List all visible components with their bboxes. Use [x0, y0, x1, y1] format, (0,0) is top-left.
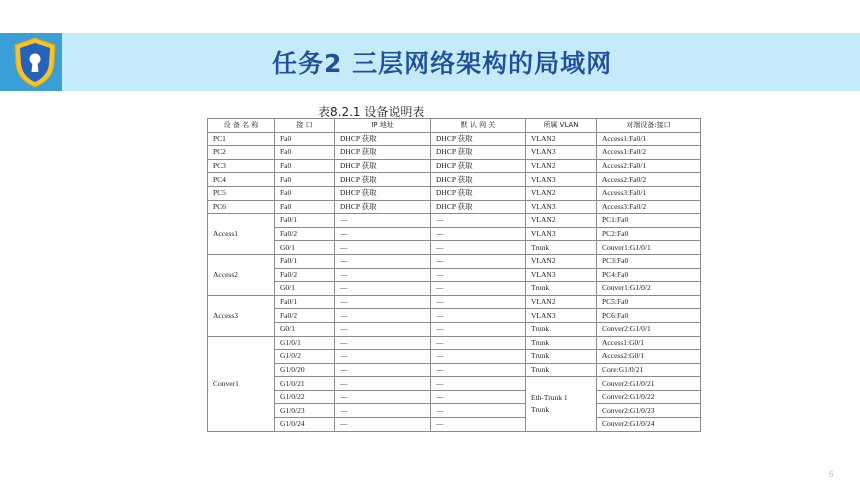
cell-port: G1/0/21: [275, 377, 335, 391]
cell-device: PC6: [208, 200, 275, 214]
cell-gateway: —: [431, 336, 526, 350]
cell-vlan: VLAN2: [526, 132, 597, 146]
header-port: 接 口: [275, 119, 335, 133]
cell-peer: Conver2:G1/0/24: [597, 418, 701, 432]
cell-device: PC5: [208, 186, 275, 200]
cell-peer: Conver1:G1/0/2: [597, 282, 701, 296]
table-row: [208, 322, 701, 336]
cell-ip: —: [335, 418, 431, 432]
table-row: [208, 350, 701, 364]
eth-trunk-label: Eth-Trunk 1: [531, 392, 568, 402]
table-row: [208, 377, 701, 391]
table-row: [208, 282, 701, 296]
cell-gateway: DHCP 获取: [431, 200, 526, 214]
table-row: [208, 159, 701, 173]
cell-port: G0/1: [275, 241, 335, 255]
cell-gateway: —: [431, 241, 526, 255]
cell-peer: Access1:G0/1: [597, 336, 701, 350]
table-row: [208, 227, 701, 241]
table-row: [208, 214, 701, 228]
cell-vlan: VLAN2: [526, 186, 597, 200]
cell-vlan: VLAN3: [526, 146, 597, 160]
cell-device: Access2: [208, 254, 275, 295]
eth-trunk-mode: Trunk: [531, 404, 550, 414]
table-row: [208, 132, 701, 146]
cell-ip: —: [335, 377, 431, 391]
table-row: [208, 200, 701, 214]
cell-device: Access1: [208, 214, 275, 255]
cell-device: PC2: [208, 146, 275, 160]
cell-vlan: Trunk: [526, 350, 597, 364]
cell-peer: Conver2:G1/0/23: [597, 404, 701, 418]
cell-gateway: —: [431, 295, 526, 309]
table-row: [208, 186, 701, 200]
cell-gateway: DHCP 获取: [431, 159, 526, 173]
cell-port: G1/0/20: [275, 363, 335, 377]
cell-ip: DHCP 获取: [335, 146, 431, 160]
cell-ip: —: [335, 350, 431, 364]
cell-gateway: —: [431, 282, 526, 296]
cell-port: Fa0/2: [275, 309, 335, 323]
cell-vlan: VLAN3: [526, 227, 597, 241]
cell-port: G1/0/23: [275, 404, 335, 418]
cell-device: Access3: [208, 295, 275, 336]
cell-eth-trunk: [526, 377, 597, 431]
cell-peer: Conver2:G1/0/1: [597, 322, 701, 336]
cell-device: Conver1: [208, 336, 275, 431]
cell-port: G1/0/2: [275, 350, 335, 364]
cell-port: Fa0/1: [275, 295, 335, 309]
cell-vlan: Trunk: [526, 241, 597, 255]
cell-ip: DHCP 获取: [335, 173, 431, 187]
cell-vlan: VLAN2: [526, 159, 597, 173]
cell-port: G0/1: [275, 322, 335, 336]
table-row: [208, 146, 701, 160]
table-row: [208, 404, 701, 418]
cell-port: Fa0/1: [275, 214, 335, 228]
cell-vlan: Trunk: [526, 363, 597, 377]
cell-peer: Conver1:G1/0/1: [597, 241, 701, 255]
table-row: [208, 254, 701, 268]
cell-peer: PC4:Fa0: [597, 268, 701, 282]
cell-ip: DHCP 获取: [335, 200, 431, 214]
cell-vlan: VLAN2: [526, 254, 597, 268]
cell-vlan: VLAN3: [526, 200, 597, 214]
cell-gateway: —: [431, 268, 526, 282]
cell-peer: Access1:Fa0/1: [597, 132, 701, 146]
cell-device: PC3: [208, 159, 275, 173]
cell-ip: —: [335, 363, 431, 377]
page-number: 6: [829, 470, 834, 479]
cell-peer: PC2:Fa0: [597, 227, 701, 241]
cell-peer: Access1:Fa0/2: [597, 146, 701, 160]
header-device: 设 备 名 称: [208, 119, 275, 133]
cell-port: G1/0/22: [275, 390, 335, 404]
cell-port: Fa0/2: [275, 227, 335, 241]
cell-gateway: DHCP 获取: [431, 186, 526, 200]
cell-gateway: —: [431, 404, 526, 418]
cell-gateway: —: [431, 418, 526, 432]
cell-port: Fa0: [275, 146, 335, 160]
cell-ip: —: [335, 268, 431, 282]
cell-vlan: VLAN2: [526, 295, 597, 309]
page-title: 任务2 三层网络架构的局域网: [272, 49, 613, 78]
cell-vlan: VLAN3: [526, 268, 597, 282]
cell-vlan: VLAN2: [526, 214, 597, 228]
cell-device: PC1: [208, 132, 275, 146]
cell-peer: PC6:Fa0: [597, 309, 701, 323]
table-row: [208, 173, 701, 187]
cell-gateway: DHCP 获取: [431, 132, 526, 146]
cell-peer: Core:G1/0/21: [597, 363, 701, 377]
shield-lock-icon: [12, 36, 58, 88]
cell-port: Fa0/2: [275, 268, 335, 282]
cell-peer: PC1:Fa0: [597, 214, 701, 228]
table-row: [208, 363, 701, 377]
table-row: [208, 295, 701, 309]
cell-gateway: —: [431, 214, 526, 228]
cell-ip: —: [335, 309, 431, 323]
cell-port: Fa0: [275, 186, 335, 200]
cell-gateway: —: [431, 309, 526, 323]
cell-peer: PC3:Fa0: [597, 254, 701, 268]
cell-ip: —: [335, 241, 431, 255]
cell-port: Fa0/1: [275, 254, 335, 268]
cell-vlan: Trunk: [526, 322, 597, 336]
cell-ip: —: [335, 322, 431, 336]
cell-peer: Access2:Fa0/1: [597, 159, 701, 173]
cell-device: PC4: [208, 173, 275, 187]
cell-vlan: VLAN3: [526, 173, 597, 187]
header-gateway: 默 认 网 关: [431, 119, 526, 133]
cell-peer: Access2:Fa0/2: [597, 173, 701, 187]
cell-gateway: —: [431, 377, 526, 391]
table-row: [208, 241, 701, 255]
cell-ip: —: [335, 282, 431, 296]
header-ip: IP 地址: [335, 119, 431, 133]
cell-ip: DHCP 获取: [335, 186, 431, 200]
cell-gateway: DHCP 获取: [431, 173, 526, 187]
cell-gateway: —: [431, 363, 526, 377]
cell-port: Fa0: [275, 159, 335, 173]
cell-peer: Conver2:G1/0/22: [597, 390, 701, 404]
cell-peer: Conver2:G1/0/21: [597, 377, 701, 391]
cell-gateway: DHCP 获取: [431, 146, 526, 160]
cell-gateway: —: [431, 322, 526, 336]
cell-ip: —: [335, 295, 431, 309]
cell-ip: —: [335, 390, 431, 404]
table-row: [208, 268, 701, 282]
table-header-row: [208, 119, 701, 133]
cell-ip: —: [335, 404, 431, 418]
header-vlan: 所属 VLAN: [526, 119, 597, 133]
cell-peer: PC5:Fa0: [597, 295, 701, 309]
cell-port: Fa0: [275, 200, 335, 214]
cell-port: G0/1: [275, 282, 335, 296]
table-row: [208, 418, 701, 432]
cell-peer: Access2:G0/1: [597, 350, 701, 364]
table-row: [208, 390, 701, 404]
cell-ip: —: [335, 254, 431, 268]
cell-port: G1/0/1: [275, 336, 335, 350]
device-spec-table: [207, 118, 701, 432]
cell-ip: —: [335, 214, 431, 228]
cell-port: G1/0/24: [275, 418, 335, 432]
cell-ip: —: [335, 336, 431, 350]
cell-vlan: Trunk: [526, 282, 597, 296]
cell-port: Fa0: [275, 132, 335, 146]
cell-peer: Access3:Fa0/1: [597, 186, 701, 200]
cell-ip: DHCP 获取: [335, 159, 431, 173]
cell-ip: —: [335, 227, 431, 241]
cell-gateway: —: [431, 390, 526, 404]
cell-ip: DHCP 获取: [335, 132, 431, 146]
cell-gateway: —: [431, 254, 526, 268]
cell-port: Fa0: [275, 173, 335, 187]
table-row: [208, 309, 701, 323]
cell-gateway: —: [431, 227, 526, 241]
table-caption: 表8.2.1 设备说明表: [318, 105, 425, 119]
cell-gateway: —: [431, 350, 526, 364]
table-row: [208, 336, 701, 350]
cell-vlan: VLAN3: [526, 309, 597, 323]
cell-vlan: Trunk: [526, 336, 597, 350]
header-peer: 对端设备:接口: [597, 119, 701, 133]
cell-peer: Access3:Fa0/2: [597, 200, 701, 214]
